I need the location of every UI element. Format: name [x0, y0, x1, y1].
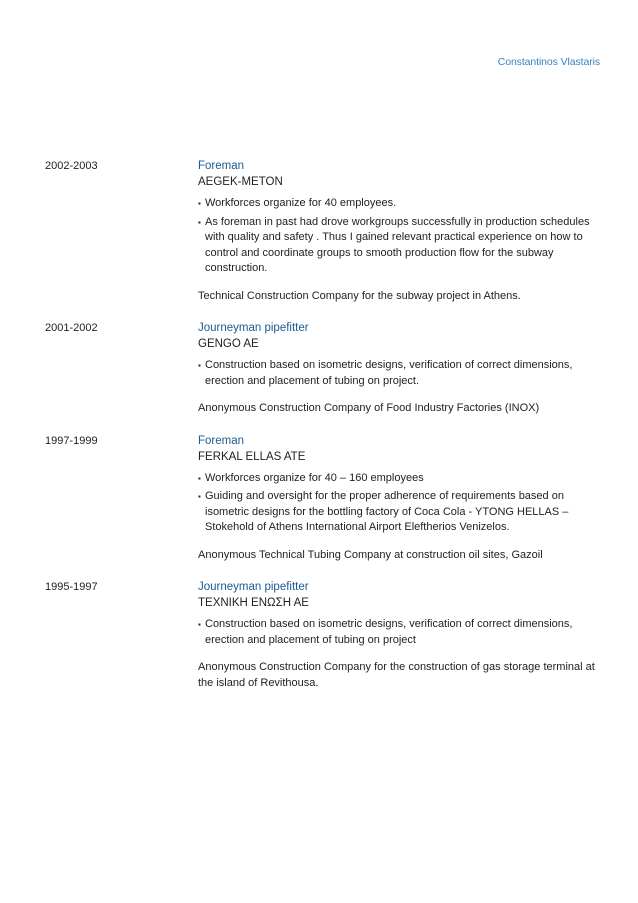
- entry-date: 1997-1999: [45, 434, 98, 447]
- bullet-item: ▪ As foreman in past had drove workgroups successfully in production schedules with quality and safety . Thus I gained relevant practical experience on how to control and coordinate groups to smooth production flow for the subway construction.: [198, 215, 605, 277]
- entry-bullets: [198, 617, 605, 648]
- experience-list: [45, 158, 605, 707]
- entry-company: FERKAL ELLAS ATE: [198, 450, 306, 463]
- entry-summary: Technical Construction Company for the subway project in Athens.: [198, 289, 521, 302]
- entry-role: Foreman: [198, 160, 245, 172]
- entry-date: 2001-2002: [45, 322, 98, 334]
- entry-summary: Anonymous Construction Company for the construction of gas storage terminal at the island of Revithousa.: [198, 661, 595, 689]
- experience-entry: [45, 433, 605, 564]
- experience-entry: [45, 579, 605, 691]
- experience-entry: [45, 158, 605, 304]
- experience-entry: [45, 320, 605, 417]
- bullet-item: ▪ Workforces organize for 40 employees.: [198, 196, 605, 212]
- entry-body: [198, 579, 605, 691]
- entry-bullets: [198, 196, 605, 277]
- entry-bullets: [198, 471, 605, 536]
- entry-summary: Anonymous Construction Company of Food Industry Factories (INOX): [198, 402, 540, 414]
- entry-date: 1995-1997: [45, 581, 98, 593]
- entry-body: [198, 433, 605, 564]
- bullet-item: ▪ Construction based on isometric designs, verification of correct dimensions, erection and placement of tubing on project.: [198, 358, 605, 389]
- entry-company: GENGO AE: [198, 338, 259, 350]
- entry-role: Journeyman pipefitter: [198, 322, 309, 334]
- entry-date: 2002-2003: [45, 160, 98, 172]
- entry-body: [198, 158, 605, 304]
- entry-company: AEGEK-METON: [198, 176, 283, 188]
- bullet-item: ▪ Guiding and oversight for the proper adherence of requirements based on isometric designs for the bottling factory of Coca Cola - YTONG HELLAS – Stokehold of Athens International Airport Eleftherios Venizelos.: [198, 489, 605, 536]
- bullet-item: ▪ Construction based on isometric designs, verification of correct dimensions, erection and placement of tubing on project: [198, 617, 605, 648]
- entry-summary: Anonymous Technical Tubing Company at construction oil sites, Gazoil: [198, 548, 543, 561]
- header-name: Constantinos Vlastaris: [497, 56, 600, 68]
- entry-bullets: [198, 358, 605, 389]
- entry-role: Journeyman pipefitter: [198, 581, 309, 593]
- entry-role: Foreman: [198, 434, 245, 447]
- entry-company: ΤΕΧΝΙΚΗ ΕΝΩΣΗ ΑΕ: [198, 597, 309, 609]
- bullet-item: ▪ Workforces organize for 40 – 160 employees: [198, 471, 605, 487]
- entry-body: [198, 320, 605, 417]
